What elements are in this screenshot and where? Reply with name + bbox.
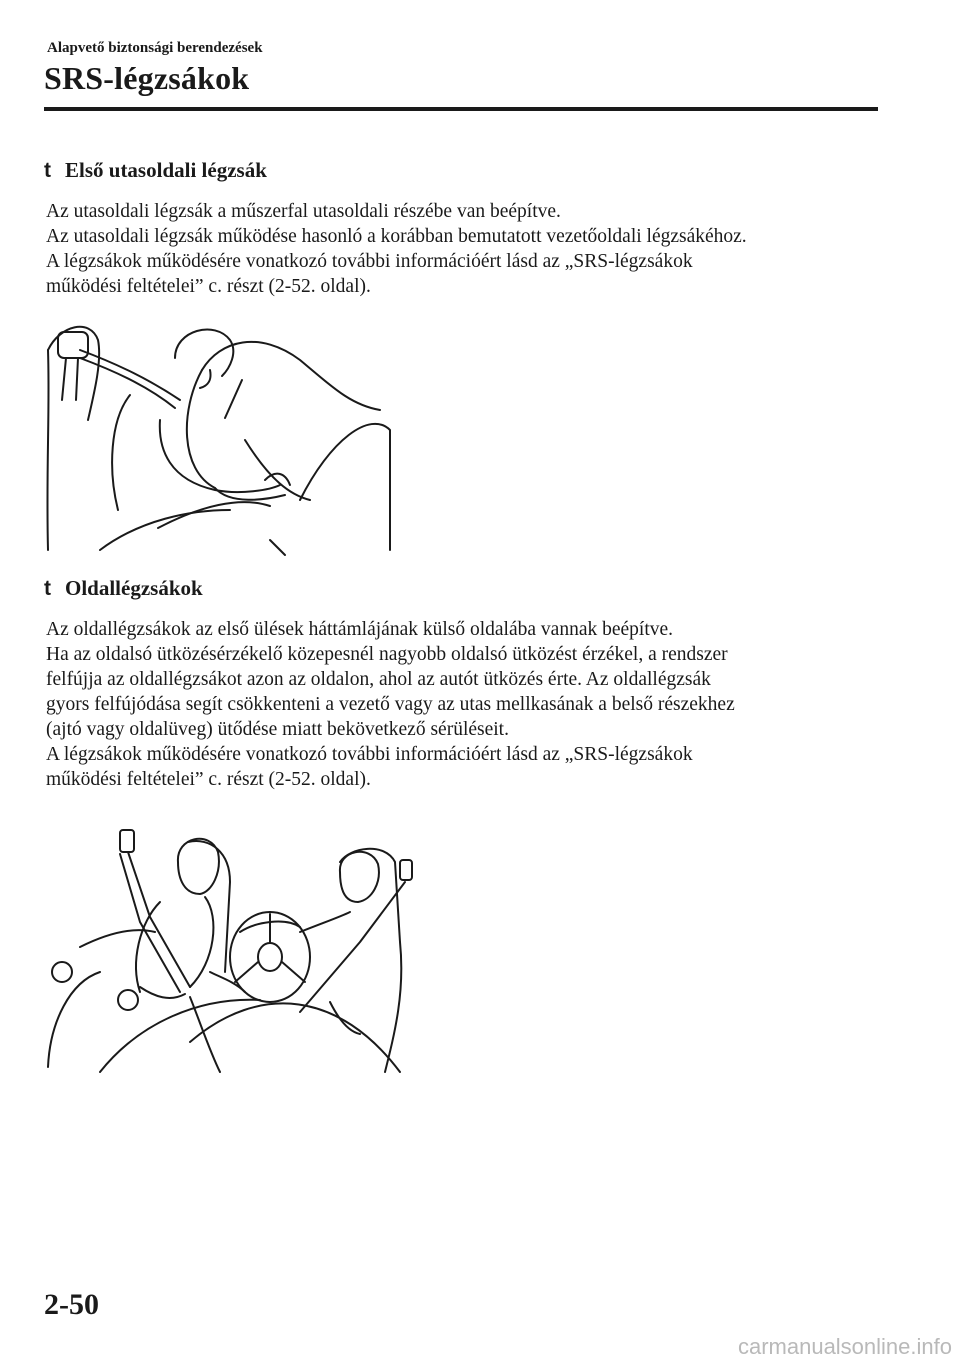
section-marker: t: [44, 159, 51, 182]
page-title: SRS-légzsákok: [44, 60, 250, 96]
section-heading-passenger-airbag: [44, 158, 267, 183]
section-heading-side-airbags: [44, 576, 203, 601]
body-line: A légzsákok működésére vonatkozó további információért lásd az „SRS-légzsákok: [46, 251, 693, 272]
title-rule: [44, 107, 878, 111]
page-number: 2-50: [44, 1288, 99, 1321]
body-line: gyors felfújódása segít csökkenteni a vezető vagy az utas mellkasának a belső részekhez: [46, 694, 735, 715]
passenger-airbag-illustration: [40, 310, 400, 560]
body-line: Az oldallégzsákok az első ülések háttámlájának külső oldalába vannak beépítve.: [46, 619, 674, 640]
section-heading-text: Első utasoldali légzsák: [65, 158, 267, 182]
section-heading-text: Oldallégzsákok: [65, 576, 203, 600]
body-line: (ajtó vagy oldalüveg) ütődése miatt bekövetkező sérüléseit.: [46, 719, 509, 740]
body-line: Az utasoldali légzsák működése hasonló a korábban bemutatott vezetőoldali légzsákéhoz.: [46, 226, 747, 247]
section-marker: t: [44, 577, 51, 600]
body-line: működési feltételei” c. részt (2-52. oldal).: [46, 276, 371, 297]
body-line: Az utasoldali légzsák a műszerfal utasoldali részébe van beépítve.: [46, 201, 561, 222]
body-line: Ha az oldalsó ütközésérzékelő közepesnél nagyobb oldalsó ütközést érzékel, a rendszer: [46, 644, 728, 665]
section-body-side-airbags: [46, 617, 896, 792]
side-airbag-illustration: [40, 822, 420, 1077]
body-line: felfújja az oldallégzsákot azon az oldalon, ahol az autót ütközés érte. Az oldallégzsák: [46, 669, 711, 690]
body-line: A légzsákok működésére vonatkozó további információért lásd az „SRS-légzsákok: [46, 744, 693, 765]
section-body-passenger-airbag: [46, 199, 896, 299]
watermark: carmanualsonline.info: [737, 1334, 952, 1359]
running-head: Alapvető biztonsági berendezések: [47, 40, 263, 56]
body-line: működési feltételei” c. részt (2-52. oldal).: [46, 769, 371, 790]
